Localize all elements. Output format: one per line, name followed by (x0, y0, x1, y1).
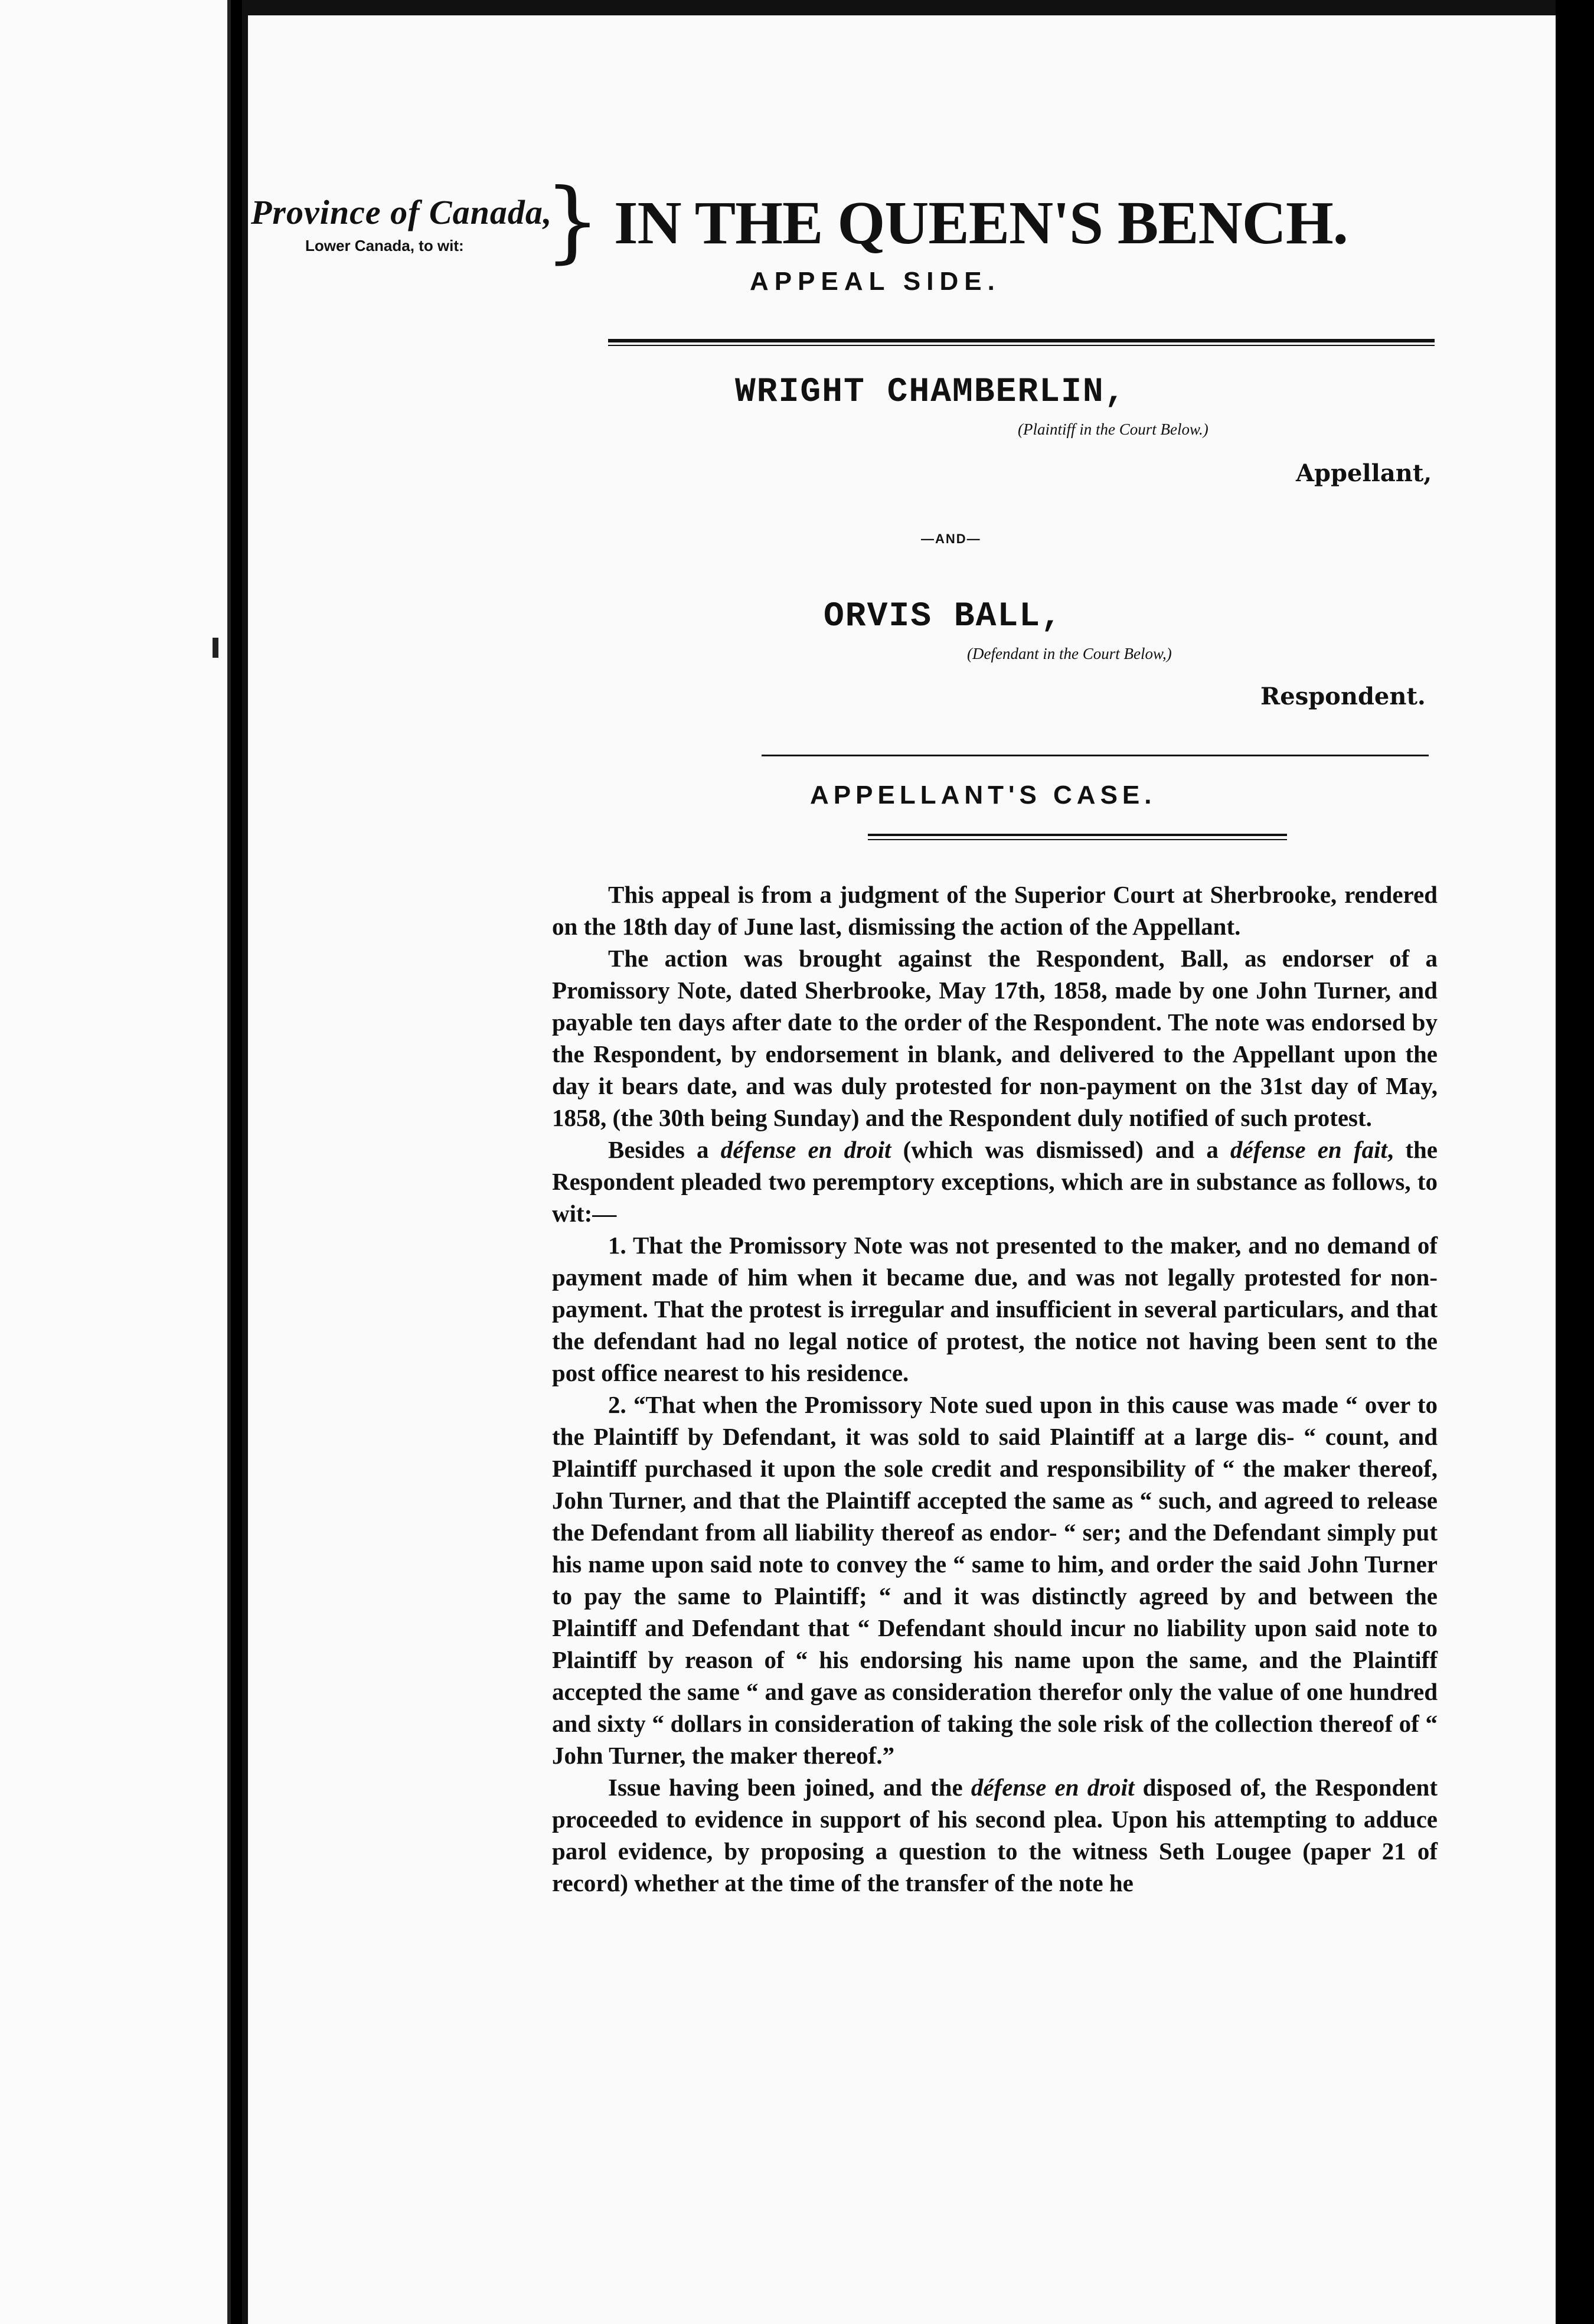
issue-text-a: Issue having been joined, and the (608, 1774, 971, 1801)
paragraph-issue (552, 1771, 1438, 1899)
pleas-term-droit: défense en droit (720, 1136, 891, 1163)
top-border (248, 0, 1556, 15)
divider-case-thick (868, 834, 1287, 836)
scan-border-right (1559, 0, 1594, 2324)
divider-parties (762, 755, 1429, 756)
province-sub-label: Lower Canada, to wit: (305, 237, 464, 254)
pleas-text-e: , the Respondent pleaded two peremptory exceptions, which are in substance as follows, to wit:— (552, 1136, 1438, 1227)
binding-mark (213, 638, 218, 658)
issue-term-droit: défense en droit (971, 1774, 1135, 1801)
pleas-text-a: Besides a (608, 1136, 721, 1163)
divider-thick (608, 339, 1435, 342)
brace-glyph: } (544, 170, 601, 273)
province-label: Province of Canada, (251, 193, 553, 231)
and-separator: —AND— (921, 531, 981, 546)
exception-one: 1. That the Promissory Note was not presented to the maker, and no demand of payment made of him when it became due, and was not legally protested for non-payment. That the protest is irregular and insufficient in several particulars, and that the defendant had no legal notice of protest, the notice not having been sent to the post office nearest to his residence. (552, 1232, 1438, 1386)
appellant-description: (Plaintiff in the Court Below.) (1018, 420, 1208, 438)
paragraph-appeal-origin: This appeal is from a judgment of the Superior Court at Sherbrooke, rendered on the 18th day of June last, dismissing the action of the Appellant. (552, 881, 1438, 940)
paragraph-action: The action was brought against the Respondent, Ball, as endorser of a Promissory Note, dated Sherbrooke, May 17th, 1858, made by one John Turner, and payable ten days after date to the order of the Respondent. The note was endorsed by the Respondent, by endorsement in blank, and delivered to the Appellant upon the day it bears date, and was duly protested for non-payment on the 31st day of May, 1858, (the 30th being Sunday) and the Respondent duly notified of such protest. (552, 945, 1438, 1131)
case-body (552, 879, 1438, 1899)
divider-case-thin (868, 839, 1287, 840)
court-title: IN THE QUEEN'S BENCH. (614, 189, 1348, 257)
pleas-term-fait: défense en fait (1230, 1136, 1387, 1163)
respondent-role: Respondent. (1260, 683, 1426, 710)
appeal-side-heading: APPEAL SIDE. (750, 267, 1001, 296)
divider-thin (608, 345, 1435, 346)
pleas-text-c: (which was dismissed) and a (891, 1136, 1231, 1163)
appellant-name: WRIGHT CHAMBERLIN, (735, 373, 1126, 412)
paragraph-pleas (552, 1134, 1438, 1229)
case-title: APPELLANT'S CASE. (810, 781, 1157, 810)
adjacent-page-margin (0, 0, 231, 2324)
issue-text-c: disposed of, the Respondent proceeded to evidence in support of his second plea. Upon his attempting to adduce parol evidence, by proposing a question to the witness Seth Lougee (paper 21 of record) whether at the time of the transfer of the note he (552, 1774, 1438, 1897)
appellant-role: Appellant, (1296, 459, 1432, 487)
respondent-description: (Defendant in the Court Below,) (967, 645, 1172, 662)
exception-two: 2. “That when the Promissory Note sued upon in this cause was made “ over to the Plaintiff by Defendant, it was sold to said Plaintiff at a large dis- “ count, and Plaintiff purchased it upon the sole credit and responsibility of “ the maker thereof, John Turner, and that the Plaintiff accepted the same as “ such, and agreed to release the Defendant from all liability thereof as endor- “ ser; and the Defendant simply put his name upon said note to convey the “ same to him, and order the said John Turner to pay the same to Plaintiff; “ and it was distinctly agreed by and between the Plaintiff and Defendant that “ Defendant should incur no liability upon said note to Plaintiff by reason of “ his endorsing his name upon the same, and the Plaintiff accepted the same “ and gave as consideration therefor only the value of one hundred and sixty “ dollars in consideration of taking the sole risk of the collection thereof of “ John Turner, the maker thereof.” (552, 1391, 1438, 1769)
jurisdiction-block (251, 192, 582, 255)
respondent-name: ORVIS BALL, (824, 598, 1063, 636)
